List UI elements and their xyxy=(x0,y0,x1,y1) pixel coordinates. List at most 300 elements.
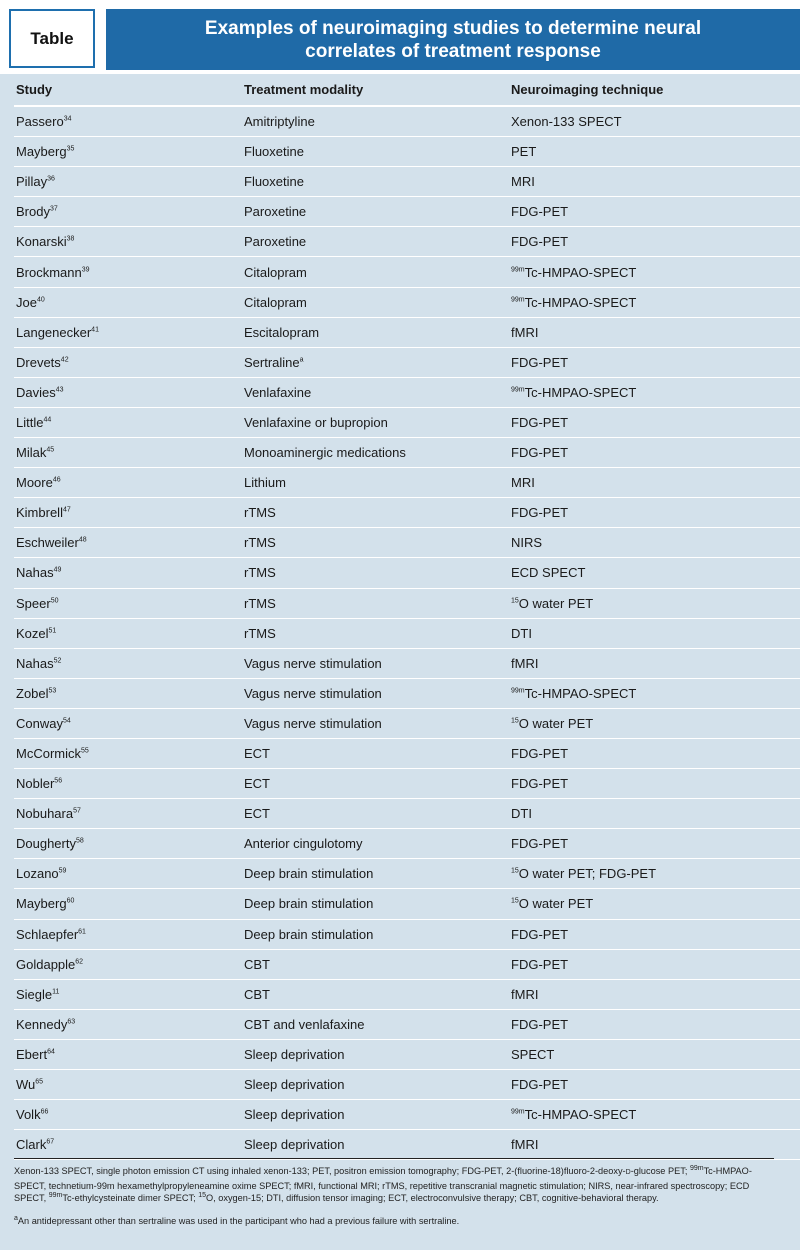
study-author: Kozel xyxy=(16,625,49,641)
technique-text: FDG-PET xyxy=(511,354,569,370)
technique-text: fMRI xyxy=(511,324,539,340)
reference-number: 45 xyxy=(46,446,55,454)
column-headers xyxy=(14,74,800,107)
study-author: Zobel xyxy=(16,685,49,701)
technique-text: MRI xyxy=(511,475,535,491)
reference-number: 44 xyxy=(43,416,52,424)
table-footnote xyxy=(14,1158,774,1227)
reference-number: 67 xyxy=(46,1138,55,1146)
cell-neuroimaging-technique xyxy=(511,204,781,219)
technique-text: DTI xyxy=(511,625,532,641)
reference-number: 55 xyxy=(81,747,89,755)
cell-neuroimaging-technique xyxy=(511,415,781,430)
table-row xyxy=(14,889,800,919)
cell-treatment-modality xyxy=(244,1107,511,1122)
cell-study xyxy=(14,686,244,701)
modality-text: Lithium xyxy=(244,475,286,491)
study-author: Kennedy xyxy=(16,1016,68,1032)
data-table xyxy=(14,74,800,1160)
cell-study xyxy=(14,1137,244,1152)
table-row xyxy=(14,799,800,829)
table-row xyxy=(14,1040,800,1070)
modality-text: ECT xyxy=(244,806,270,822)
cell-study xyxy=(14,836,244,851)
technique-text: FDG-PET xyxy=(511,1077,569,1093)
cell-treatment-modality xyxy=(244,1017,511,1032)
reference-number: 50 xyxy=(50,597,59,605)
modality-text: Venlafaxine or bupropion xyxy=(244,414,388,430)
cell-neuroimaging-technique xyxy=(511,716,781,731)
cell-neuroimaging-technique xyxy=(511,234,781,249)
study-author: Ebert xyxy=(16,1046,48,1062)
modality-text: Amitriptyline xyxy=(244,114,315,130)
cell-neuroimaging-technique xyxy=(511,957,781,972)
reference-number: 65 xyxy=(35,1078,44,1086)
technique-text: Tc-HMPAO-SPECT xyxy=(524,294,637,310)
cell-treatment-modality xyxy=(244,445,511,460)
technique-text: FDG-PET xyxy=(511,956,569,972)
cell-study xyxy=(14,957,244,972)
study-author: Davies xyxy=(16,384,56,400)
table-row xyxy=(14,709,800,739)
cell-study xyxy=(14,415,244,430)
table-row xyxy=(14,107,800,137)
table-row xyxy=(14,1130,800,1160)
study-author: Wu xyxy=(16,1077,36,1093)
reference-number: 35 xyxy=(66,145,75,153)
study-author: Milak xyxy=(16,445,47,461)
cell-neuroimaging-technique xyxy=(511,927,781,942)
table-row xyxy=(14,619,800,649)
table-row xyxy=(14,859,800,889)
technique-text: fMRI xyxy=(511,1137,539,1153)
reference-number: 58 xyxy=(75,837,84,845)
cell-treatment-modality xyxy=(244,565,511,580)
cell-treatment-modality xyxy=(244,475,511,490)
table-row xyxy=(14,257,800,287)
reference-number: 47 xyxy=(62,506,71,514)
cell-study xyxy=(14,1047,244,1062)
reference-number: 40 xyxy=(36,296,45,304)
cell-study xyxy=(14,866,244,881)
cell-neuroimaging-technique xyxy=(511,355,781,370)
study-author: Mayberg xyxy=(16,144,67,160)
cell-treatment-modality xyxy=(244,957,511,972)
reference-number: 42 xyxy=(60,356,69,364)
technique-text: Tc-HMPAO-SPECT xyxy=(524,264,637,280)
table-title: Examples of neuroimaging studies to determine neural correlates of treatment response xyxy=(204,17,702,62)
technique-text: FDG-PET xyxy=(511,1016,569,1032)
table-row xyxy=(14,950,800,980)
study-author: Eschweiler xyxy=(16,535,79,551)
reference-number: 66 xyxy=(40,1108,49,1116)
modality-text: Citalopram xyxy=(244,264,307,280)
modality-text: Sleep deprivation xyxy=(244,1137,345,1153)
reference-number: 62 xyxy=(75,958,84,966)
reference-number: 36 xyxy=(47,175,55,183)
study-author: Pillay xyxy=(16,174,48,190)
cell-treatment-modality xyxy=(244,144,511,159)
cell-study xyxy=(14,385,244,400)
cell-neuroimaging-technique xyxy=(511,776,781,791)
cell-study xyxy=(14,1107,244,1122)
modality-text: Escitalopram xyxy=(244,324,320,340)
modality-text: Sleep deprivation xyxy=(244,1077,345,1093)
modality-text: rTMS xyxy=(244,565,276,581)
cell-neuroimaging-technique xyxy=(511,656,781,671)
study-author: Mayberg xyxy=(16,896,67,912)
cell-study xyxy=(14,325,244,340)
modality-text: Deep brain stimulation xyxy=(244,866,374,882)
technique-text: FDG-PET xyxy=(511,234,569,250)
modality-text: Deep brain stimulation xyxy=(244,926,374,942)
study-author: Nahas xyxy=(16,565,54,581)
reference-number: 64 xyxy=(47,1048,55,1056)
isotope-prefix: 15 xyxy=(511,868,519,876)
technique-text: FDG-PET xyxy=(511,746,569,762)
table-row xyxy=(14,227,800,257)
cell-treatment-modality xyxy=(244,265,511,280)
isotope-prefix: 15 xyxy=(511,898,519,906)
cell-neuroimaging-technique xyxy=(511,836,781,851)
modality-text: Anterior cingulotomy xyxy=(244,836,363,852)
technique-text: Tc-HMPAO-SPECT xyxy=(524,1107,637,1123)
cell-treatment-modality xyxy=(244,716,511,731)
study-author: Moore xyxy=(16,475,53,491)
reference-number: 61 xyxy=(78,928,86,936)
isotope-prefix: 99m xyxy=(511,266,525,274)
cell-treatment-modality xyxy=(244,1137,511,1152)
modality-text: Paroxetine xyxy=(244,234,307,250)
modality-text: Paroxetine xyxy=(244,204,307,220)
study-author: Passero xyxy=(16,114,64,130)
table-row xyxy=(14,769,800,799)
modality-text: CBT and venlafaxine xyxy=(244,1016,365,1032)
study-author: Conway xyxy=(16,715,63,731)
cell-treatment-modality xyxy=(244,896,511,911)
modality-text: Citalopram xyxy=(244,294,307,310)
table-row xyxy=(14,318,800,348)
table-row xyxy=(14,920,800,950)
reference-number: 60 xyxy=(66,898,75,906)
table-row xyxy=(14,378,800,408)
cell-study xyxy=(14,896,244,911)
cell-neuroimaging-technique xyxy=(511,505,781,520)
cell-neuroimaging-technique xyxy=(511,295,781,310)
cell-neuroimaging-technique xyxy=(511,114,781,129)
cell-study xyxy=(14,776,244,791)
footnote-a: $^a$An antidepressant other than sertraline was used in the participant who had a previous failure with sertraline. xyxy=(14,1214,460,1226)
cell-treatment-modality xyxy=(244,535,511,550)
table-row xyxy=(14,1070,800,1100)
technique-text: DTI xyxy=(511,806,532,822)
cell-neuroimaging-technique xyxy=(511,686,781,701)
technique-text: FDG-PET xyxy=(511,836,569,852)
cell-treatment-modality xyxy=(244,626,511,641)
cell-study xyxy=(14,746,244,761)
technique-text: FDG-PET xyxy=(511,926,569,942)
cell-treatment-modality xyxy=(244,114,511,129)
cell-treatment-modality xyxy=(244,174,511,189)
cell-neuroimaging-technique xyxy=(511,265,781,280)
study-author: Brody xyxy=(16,204,50,220)
cell-neuroimaging-technique xyxy=(511,1047,781,1062)
isotope-prefix: 99m xyxy=(511,687,525,695)
cell-study xyxy=(14,355,244,370)
cell-neuroimaging-technique xyxy=(511,475,781,490)
reference-number: 59 xyxy=(58,868,67,876)
study-author: Lozano xyxy=(16,866,59,882)
technique-text: FDG-PET xyxy=(511,204,569,220)
table-row xyxy=(14,1010,800,1040)
cell-neuroimaging-technique xyxy=(511,535,781,550)
modality-text: ECT xyxy=(244,776,270,792)
study-author: Brockmann xyxy=(16,264,82,280)
cell-neuroimaging-technique xyxy=(511,1017,781,1032)
study-author: Little xyxy=(16,414,44,430)
cell-treatment-modality xyxy=(244,505,511,520)
reference-number: 63 xyxy=(67,1018,76,1026)
cell-study xyxy=(14,234,244,249)
cell-neuroimaging-technique xyxy=(511,385,781,400)
isotope-prefix: 99m xyxy=(511,296,525,304)
study-author: Nobuhara xyxy=(16,806,74,822)
modality-text: Vagus nerve stimulation xyxy=(244,655,382,671)
reference-number: 34 xyxy=(63,115,72,123)
technique-text: Xenon-133 SPECT xyxy=(511,114,622,130)
modality-text: Fluoxetine xyxy=(244,174,304,190)
cell-study xyxy=(14,445,244,460)
table-tag: Table xyxy=(9,9,95,68)
cell-neuroimaging-technique xyxy=(511,746,781,761)
abbreviations-note: Xenon-133 SPECT, single photon emission CT using inhaled xenon-133; PET, positron emission tomography; FDG-PET, 2-(fluorine-18)fluoro-2-deoxy-D-glucose PET; $^{99m}$Tc-HMPAO-SPECT, technetium-99m hexamethylpropyleneamine oxime SPECT; fMRI, functional MRI; rTMS, repetitive transcranial magnetic stimulation; NIRS, near-infrared spectroscopy; ECD SPECT, $^{99m}$Tc-ethylcysteinate dimer SPECT; $^{15}$O, oxygen-15; DTI, diffusion tensor imaging; ECT, electroconvulsive therapy; CBT, cognitive-behavioral therapy. xyxy=(14,1164,752,1203)
table-row xyxy=(14,438,800,468)
cell-study xyxy=(14,626,244,641)
study-author: Kimbrell xyxy=(16,505,63,521)
modality-text: Monoaminergic medications xyxy=(244,445,406,461)
cell-neuroimaging-technique xyxy=(511,1077,781,1092)
reference-number: 11 xyxy=(52,988,60,996)
reference-number: 48 xyxy=(78,537,87,545)
table-row xyxy=(14,167,800,197)
modality-text: CBT xyxy=(244,986,270,1002)
technique-text: O water PET; FDG-PET xyxy=(518,866,657,882)
cell-neuroimaging-technique xyxy=(511,896,781,911)
reference-number: 41 xyxy=(91,326,99,334)
cell-study xyxy=(14,1077,244,1092)
table-row xyxy=(14,408,800,438)
study-author: Dougherty xyxy=(16,836,76,852)
technique-text: FDG-PET xyxy=(511,505,569,521)
table-row xyxy=(14,589,800,619)
reference-number: 46 xyxy=(52,476,61,484)
reference-number: 54 xyxy=(62,717,71,725)
cell-study xyxy=(14,565,244,580)
cell-neuroimaging-technique xyxy=(511,987,781,1002)
cell-neuroimaging-technique xyxy=(511,626,781,641)
modality-text: CBT xyxy=(244,956,270,972)
cell-neuroimaging-technique xyxy=(511,174,781,189)
isotope-prefix: 15 xyxy=(511,597,519,605)
cell-treatment-modality xyxy=(244,686,511,701)
cell-treatment-modality xyxy=(244,927,511,942)
table-row xyxy=(14,197,800,227)
technique-text: O water PET xyxy=(518,896,594,912)
modality-text: Deep brain stimulation xyxy=(244,896,374,912)
study-author: Schlaepfer xyxy=(16,926,79,942)
cell-neuroimaging-technique xyxy=(511,866,781,881)
cell-study xyxy=(14,174,244,189)
technique-text: MRI xyxy=(511,174,535,190)
modality-text: Sleep deprivation xyxy=(244,1107,345,1123)
cell-treatment-modality xyxy=(244,1047,511,1062)
cell-treatment-modality xyxy=(244,415,511,430)
reference-number: 52 xyxy=(53,657,62,665)
table-row xyxy=(14,829,800,859)
modality-text: ECT xyxy=(244,746,270,762)
table-row xyxy=(14,468,800,498)
study-author: Nobler xyxy=(16,776,55,792)
cell-study xyxy=(14,295,244,310)
isotope-prefix: 99m xyxy=(511,386,525,394)
cell-treatment-modality xyxy=(244,295,511,310)
cell-treatment-modality xyxy=(244,836,511,851)
table-row xyxy=(14,348,800,378)
modality-text: Venlafaxine xyxy=(244,384,312,400)
cell-treatment-modality xyxy=(244,776,511,791)
study-author: Drevets xyxy=(16,354,61,370)
technique-text: FDG-PET xyxy=(511,445,569,461)
cell-treatment-modality xyxy=(244,987,511,1002)
modality-text: rTMS xyxy=(244,595,276,611)
table-row xyxy=(14,679,800,709)
header-treatment-modality: Treatment modality xyxy=(244,82,364,97)
cell-study xyxy=(14,1017,244,1032)
technique-text: FDG-PET xyxy=(511,414,569,430)
table-header xyxy=(0,0,800,74)
header-neuroimaging-technique: Neuroimaging technique xyxy=(511,82,664,97)
technique-text: NIRS xyxy=(511,535,543,551)
header-study: Study xyxy=(16,82,53,97)
cell-study xyxy=(14,535,244,550)
reference-number: 43 xyxy=(55,386,64,394)
cell-study xyxy=(14,144,244,159)
table-body xyxy=(14,107,800,1160)
reference-number: 53 xyxy=(48,687,57,695)
technique-text: O water PET xyxy=(518,595,594,611)
cell-neuroimaging-technique xyxy=(511,445,781,460)
cell-neuroimaging-technique xyxy=(511,144,781,159)
reference-number: 37 xyxy=(49,206,58,213)
cell-neuroimaging-technique xyxy=(511,806,781,821)
modality-text: Sertraline xyxy=(244,354,300,370)
table-row xyxy=(14,649,800,679)
cell-treatment-modality xyxy=(244,806,511,821)
reference-number: 56 xyxy=(54,777,63,785)
table-row xyxy=(14,558,800,588)
table-row xyxy=(14,498,800,528)
technique-text: fMRI xyxy=(511,986,539,1002)
table-row xyxy=(14,980,800,1010)
cell-treatment-modality xyxy=(244,234,511,249)
modality-footnote-mark: a xyxy=(299,356,304,364)
cell-neuroimaging-technique xyxy=(511,1107,781,1122)
study-author: Clark xyxy=(16,1137,47,1153)
cell-neuroimaging-technique xyxy=(511,1137,781,1152)
isotope-prefix: 99m xyxy=(511,1108,525,1116)
table-row xyxy=(14,137,800,167)
reference-number: 51 xyxy=(48,627,57,635)
cell-treatment-modality xyxy=(244,204,511,219)
modality-text: rTMS xyxy=(244,535,276,551)
modality-text: Sleep deprivation xyxy=(244,1046,345,1062)
cell-study xyxy=(14,114,244,129)
cell-treatment-modality xyxy=(244,325,511,340)
title-bar xyxy=(106,9,800,70)
cell-study xyxy=(14,204,244,219)
reference-number: 38 xyxy=(66,236,75,244)
study-author: Langenecker xyxy=(16,324,92,340)
cell-study xyxy=(14,656,244,671)
study-author: Siegle xyxy=(16,986,53,1002)
modality-text: rTMS xyxy=(244,625,276,641)
study-author: Joe xyxy=(16,294,37,310)
cell-neuroimaging-technique xyxy=(511,565,781,580)
cell-treatment-modality xyxy=(244,385,511,400)
cell-treatment-modality xyxy=(244,746,511,761)
isotope-prefix: 15 xyxy=(511,717,519,725)
technique-text: ECD SPECT xyxy=(511,565,586,581)
technique-text: SPECT xyxy=(511,1046,555,1062)
reference-number: 39 xyxy=(81,266,90,274)
table-row xyxy=(14,528,800,558)
table-row xyxy=(14,739,800,769)
cell-treatment-modality xyxy=(244,866,511,881)
study-author: Speer xyxy=(16,595,51,611)
reference-number: 49 xyxy=(53,567,62,575)
technique-text: FDG-PET xyxy=(511,776,569,792)
technique-text: fMRI xyxy=(511,655,539,671)
modality-text: Fluoxetine xyxy=(244,144,304,160)
cell-neuroimaging-technique xyxy=(511,325,781,340)
cell-study xyxy=(14,475,244,490)
study-author: Nahas xyxy=(16,655,54,671)
table-row xyxy=(14,1100,800,1130)
technique-text: O water PET xyxy=(518,715,594,731)
cell-treatment-modality xyxy=(244,596,511,611)
cell-study xyxy=(14,265,244,280)
technique-text: PET xyxy=(511,144,537,160)
modality-text: rTMS xyxy=(244,505,276,521)
cell-treatment-modality xyxy=(244,656,511,671)
cell-study xyxy=(14,716,244,731)
cell-study xyxy=(14,505,244,520)
reference-number: 57 xyxy=(73,807,81,815)
cell-treatment-modality xyxy=(244,355,511,370)
cell-study xyxy=(14,596,244,611)
study-author: Volk xyxy=(16,1107,41,1123)
cell-study xyxy=(14,987,244,1002)
cell-neuroimaging-technique xyxy=(511,596,781,611)
technique-text: Tc-HMPAO-SPECT xyxy=(524,384,637,400)
study-author: Goldapple xyxy=(16,956,76,972)
study-author: McCormick xyxy=(16,746,81,762)
modality-text: Vagus nerve stimulation xyxy=(244,685,382,701)
cell-study xyxy=(14,806,244,821)
modality-text: Vagus nerve stimulation xyxy=(244,715,382,731)
study-author: Konarski xyxy=(16,234,67,250)
technique-text: Tc-HMPAO-SPECT xyxy=(524,685,637,701)
